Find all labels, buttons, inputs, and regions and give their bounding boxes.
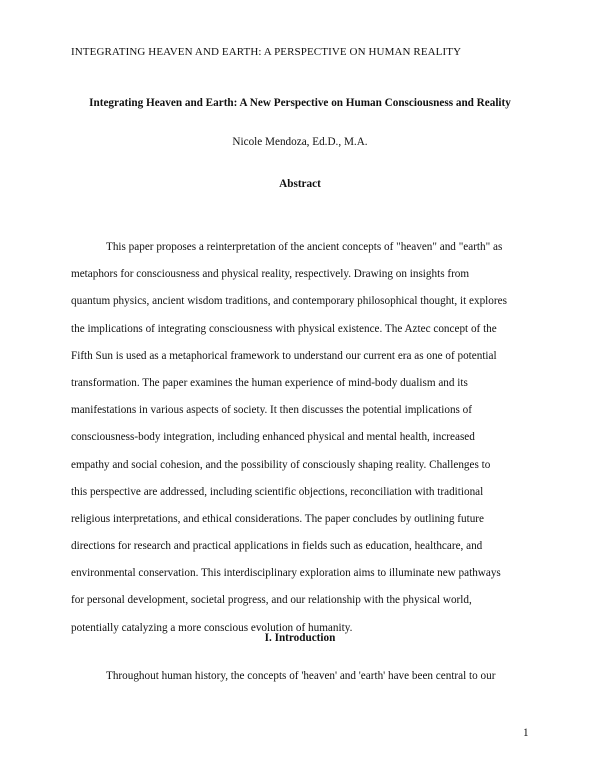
abstract-line: empathy and social cohesion, and the possibility of consciously shaping reality. Challenges to [71,458,491,471]
running-head: INTEGRATING HEAVEN AND EARTH: A PERSPECTIVE ON HUMAN REALITY [71,46,462,58]
paper-title: Integrating Heaven and Earth: A New Perspective on Human Consciousness and Reality [89,97,511,109]
abstract-line: the implications of integrating consciousness with physical existence. The Aztec concept of the [71,322,497,335]
abstract-heading: Abstract [279,178,321,190]
abstract-body [71,240,541,648]
abstract-line: environmental conservation. This interdisciplinary exploration aims to illuminate new pathways [71,567,501,580]
abstract-line: Fifth Sun is used as a metaphorical framework to understand our current era as one of potential [71,349,497,362]
abstract-line: religious interpretations, and ethical considerations. The paper concludes by outlining future [71,512,484,525]
abstract-line: this perspective are addressed, including scientific objections, reconciliation with traditional [71,485,484,498]
abstract-line: for personal development, societal progress, and our relationship with the physical world, [71,594,472,607]
abstract-line: This paper proposes a reinterpretation of the ancient concepts of "heaven" and "earth" as [106,241,503,253]
author-line: Nicole Mendoza, Ed.D., M.A. [232,136,368,148]
abstract-line: potentially catalyzing a more conscious evolution of humanity. [71,621,353,634]
abstract-line: quantum physics, ancient wisdom traditions, and contemporary philosophical thought, it explores [71,295,507,308]
abstract-line: manifestations in various aspects of society. It then discusses the potential implications of [71,404,473,417]
introduction-first-line: Throughout human history, the concepts of 'heaven' and 'earth' have been central to our [106,670,496,682]
page-number: 1 [523,727,529,739]
introduction-heading: I. Introduction [264,632,336,644]
abstract-line: metaphors for consciousness and physical reality, respectively. Drawing on insights from [71,268,470,281]
abstract-line: directions for research and practical applications in fields such as education, healthcare, and [71,540,483,553]
abstract-line: transformation. The paper examines the human experience of mind-body dualism and its [71,376,468,389]
abstract-line: consciousness-body integration, including enhanced physical and mental health, increased [71,431,475,444]
